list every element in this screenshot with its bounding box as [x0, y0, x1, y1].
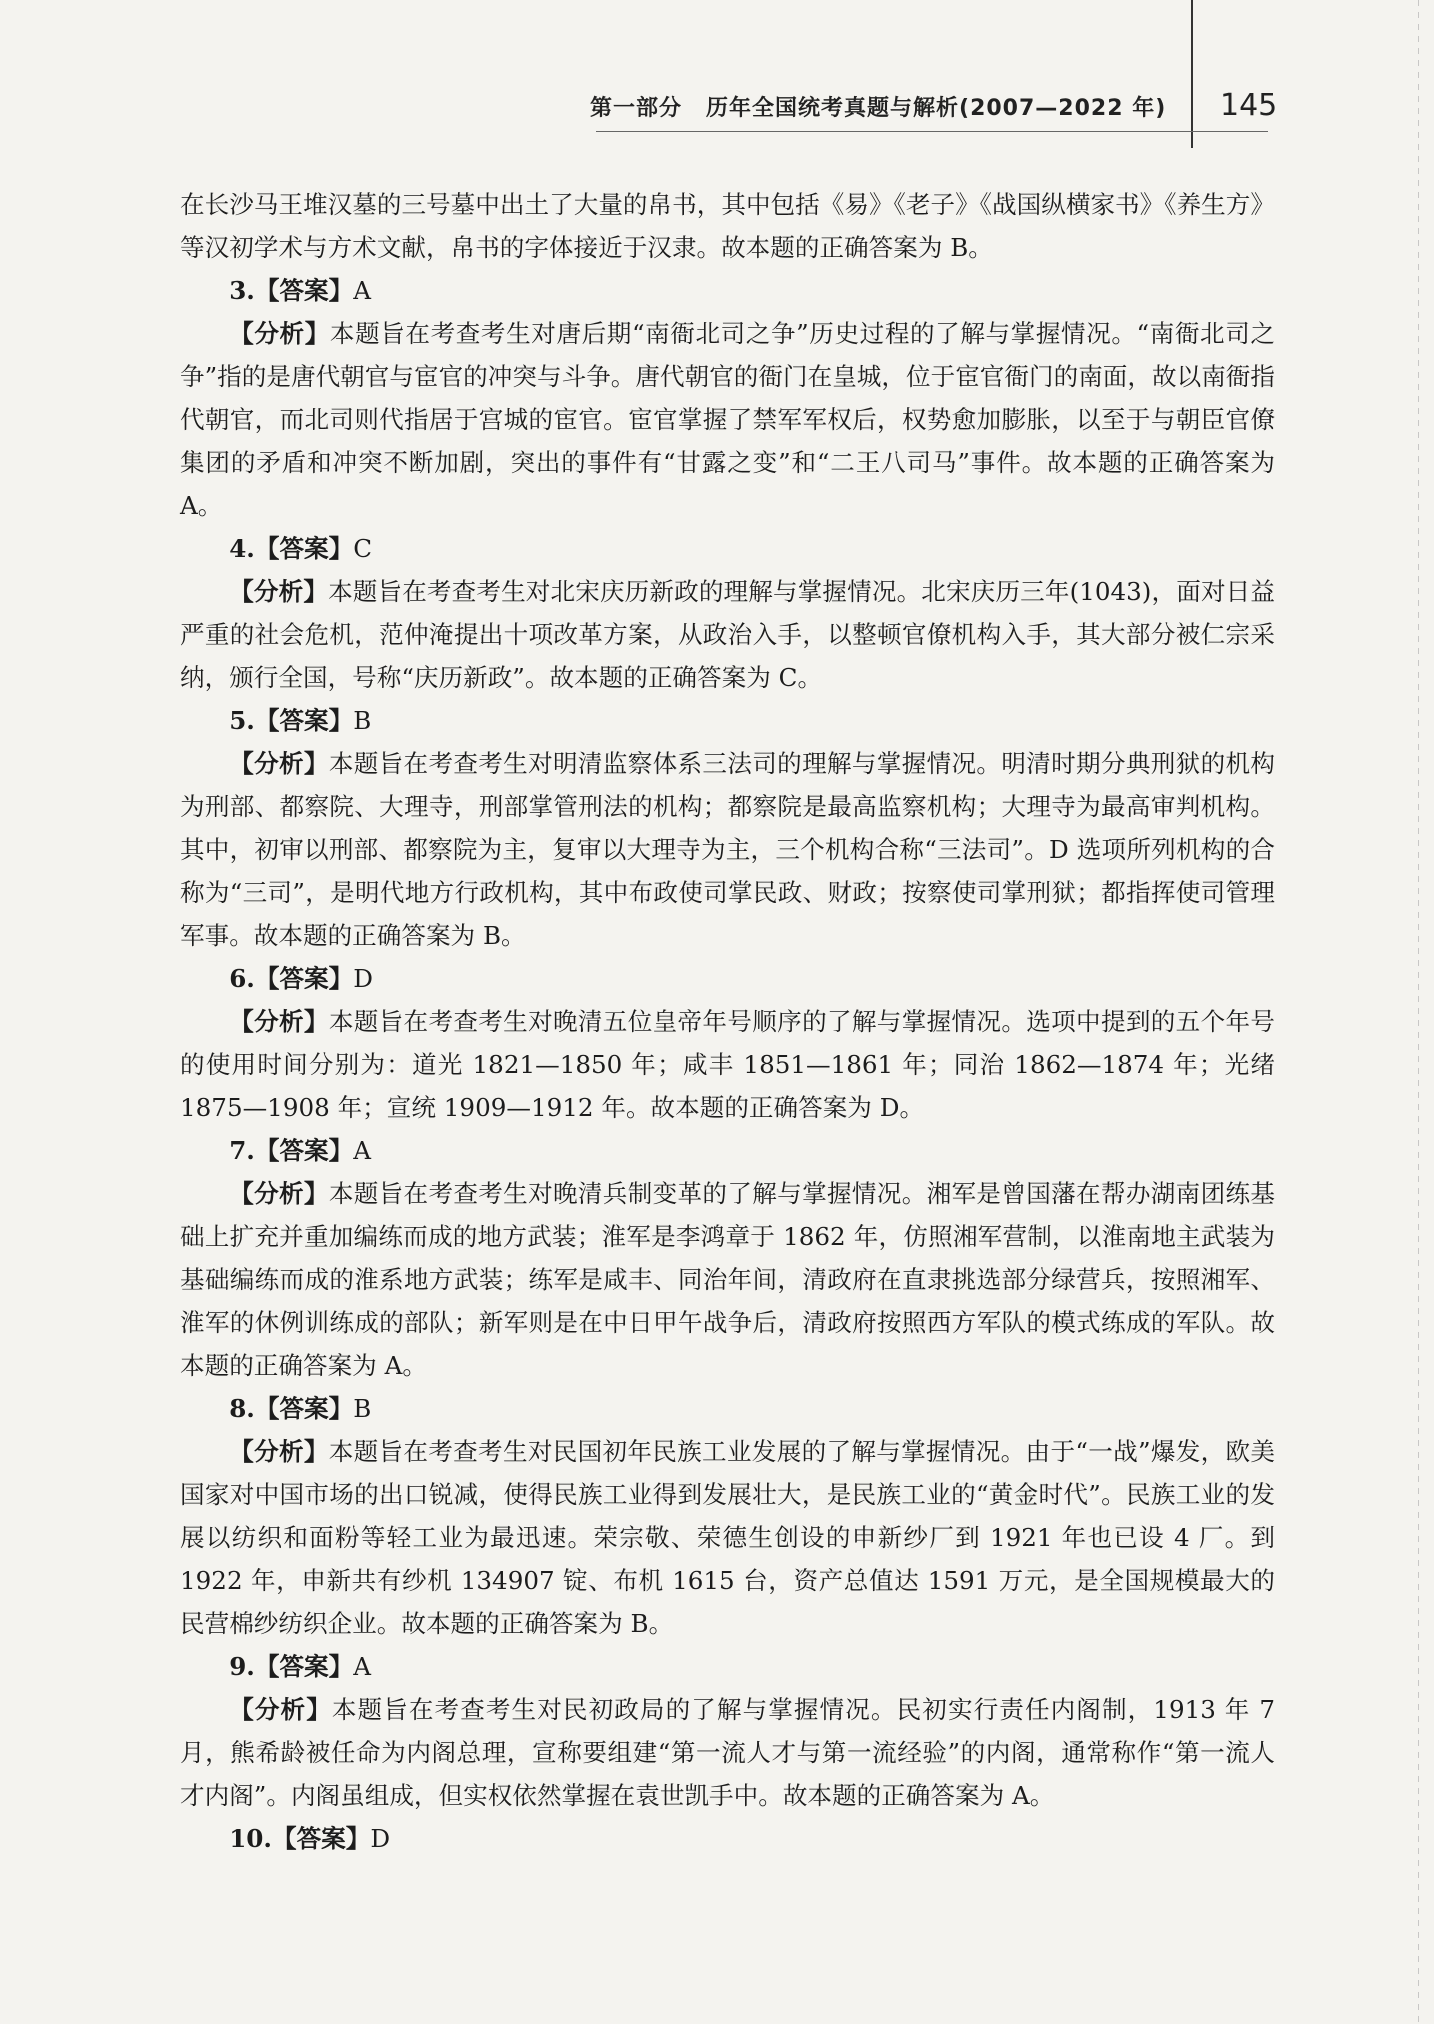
- analysis-text: 本题旨在考查考生对民国初年民族工业发展的了解与掌握情况。由于“一战”爆发，欧美国家对中国市场的出口锐减，使得民族工业得到发展壮大，是民族工业的“黄金时代”。民族工业的发展以纺织和面粉等轻工业为最迅速。荣宗敬、荣德生创设的申新纱厂到 1921 年也已设 4 厂。到 1922 年，申新共有纱机 134907 锭、布机 1615 台，资产总值达 1591 万元，是全国规模最大的民营棉纱纺织企业。故本题的正确答案为 B。: [180, 1437, 1275, 1638]
- answer-letter: A: [353, 276, 372, 305]
- analysis-tag: 【分析】: [229, 319, 330, 348]
- answer-label: 6.【答案】: [229, 964, 354, 993]
- analysis-paragraph: [180, 570, 1275, 699]
- analysis-tag: 【分析】: [229, 749, 329, 778]
- analysis-tag: 【分析】: [229, 1437, 329, 1466]
- answer-line: [180, 1817, 1275, 1860]
- analysis-tag: 【分析】: [229, 1007, 329, 1036]
- analysis-text: 本题旨在考查考生对明清监察体系三法司的理解与掌握情况。明清时期分典刑狱的机构为刑部、都察院、大理寺，刑部掌管刑法的机构；都察院是最高监察机构；大理寺为最高审判机构。其中，初审以刑部、都察院为主，复审以大理寺为主，三个机构合称“三法司”。D 选项所列机构的合称为“三司”，是明代地方行政机构，其中布政使司掌民政、财政；按察使司掌刑狱；都指挥使司管理军事。故本题的正确答案为 B。: [180, 749, 1275, 950]
- answer-label: 5.【答案】: [229, 706, 354, 735]
- analysis-text: 本题旨在考查考生对北宋庆历新政的理解与掌握情况。北宋庆历三年(1043)，面对日益严重的社会危机，范仲淹提出十项改革方案，从政治入手，以整顿官僚机构入手，其大部分被仁宗采纳，颁行全国，号称“庆历新政”。故本题的正确答案为 C。: [180, 577, 1275, 692]
- analysis-paragraph: [180, 742, 1275, 957]
- analysis-paragraph: [180, 1430, 1275, 1645]
- running-header: [590, 88, 1180, 124]
- header-rule: [596, 131, 1268, 132]
- answer-label: 10.【答案】: [229, 1824, 371, 1853]
- answer-label: 9.【答案】: [229, 1652, 354, 1681]
- answer-letter: B: [353, 706, 372, 735]
- answer-line: [180, 1129, 1275, 1172]
- answer-letter: D: [353, 964, 373, 993]
- analysis-text: 本题旨在考查考生对民初政局的了解与掌握情况。民初实行责任内阁制，1913 年 7 月，熊希龄被任命为内阁总理，宣称要组建“第一流人才与第一流经验”的内阁，通常称作“第一流人才内阁”。内阁虽组成，但实权依然掌握在袁世凯手中。故本题的正确答案为 A。: [180, 1695, 1275, 1810]
- analysis-paragraph: [180, 1000, 1275, 1129]
- answer-label: 7.【答案】: [229, 1136, 354, 1165]
- analysis-paragraph: [180, 1688, 1275, 1817]
- analysis-tag: 【分析】: [229, 1695, 332, 1724]
- answer-letter: C: [353, 534, 373, 563]
- analysis-paragraph: [180, 312, 1275, 527]
- analysis-tag: 【分析】: [229, 1179, 329, 1208]
- answer-line: [180, 269, 1275, 312]
- answer-letter: A: [353, 1652, 372, 1681]
- page-body: [180, 183, 1275, 1860]
- margin-rule: [1191, 0, 1193, 148]
- answer-letter: B: [353, 1394, 372, 1423]
- answer-line: [180, 699, 1275, 742]
- answer-letter: A: [353, 1136, 372, 1165]
- analysis-tag: 【分析】: [229, 577, 329, 606]
- page-number: 145: [1220, 88, 1278, 123]
- analysis-text: 本题旨在考查考生对晚清兵制变革的了解与掌握情况。湘军是曾国藩在帮办湖南团练基础上扩充并重加编练而成的地方武装；淮军是李鸿章于 1862 年，仿照湘军营制，以淮南地主武装为基础编练而成的淮系地方武装；练军是咸丰、同治年间，清政府在直隶挑选部分绿营兵，按照湘军、淮军的休例训练成的部队；新军则是在中日甲午战争后，清政府按照西方军队的模式练成的军队。故本题的正确答案为 A。: [180, 1179, 1275, 1380]
- answer-letter: D: [370, 1824, 391, 1853]
- answer-line: [180, 1645, 1275, 1688]
- header-part: 第一部分: [590, 95, 683, 121]
- answer-line: [180, 957, 1275, 1000]
- answer-line: [180, 527, 1275, 570]
- answer-line: [180, 1387, 1275, 1430]
- analysis-text: 本题旨在考查考生对唐后期“南衙北司之争”历史过程的了解与掌握情况。“南衙北司之争”指的是唐代朝官与宦官的冲突与斗争。唐代朝官的衙门在皇城，位于宦官衙门的南面，故以南衙指代朝官，而北司则代指居于宫城的宦官。宦官掌握了禁军军权后，权势愈加膨胀，以至于与朝臣官僚集团的矛盾和冲突不断加剧，突出的事件有“甘露之变”和“二王八司马”事件。故本题的正确答案为 A。: [180, 319, 1275, 520]
- analysis-text: 本题旨在考查考生对晚清五位皇帝年号顺序的了解与掌握情况。选项中提到的五个年号的使用时间分别为：道光 1821—1850 年；咸丰 1851—1861 年；同治 1862—1874 年；光绪 1875—1908 年；宣统 1909—1912 年。故本题的正确答案为 D。: [180, 1007, 1275, 1122]
- binding-edge: [1418, 0, 1419, 2024]
- answer-label: 4.【答案】: [229, 534, 354, 563]
- header-title: 历年全国统考真题与解析(2007—2022 年): [706, 95, 1167, 121]
- analysis-paragraph: [180, 1172, 1275, 1387]
- intro-paragraph: 在长沙马王堆汉墓的三号墓中出土了大量的帛书，其中包括《易》《老子》《战国纵横家书》《养生方》等汉初学术与方术文献，帛书的字体接近于汉隶。故本题的正确答案为 B。: [180, 190, 1275, 262]
- answer-label: 8.【答案】: [229, 1394, 354, 1423]
- answer-label: 3.【答案】: [229, 276, 354, 305]
